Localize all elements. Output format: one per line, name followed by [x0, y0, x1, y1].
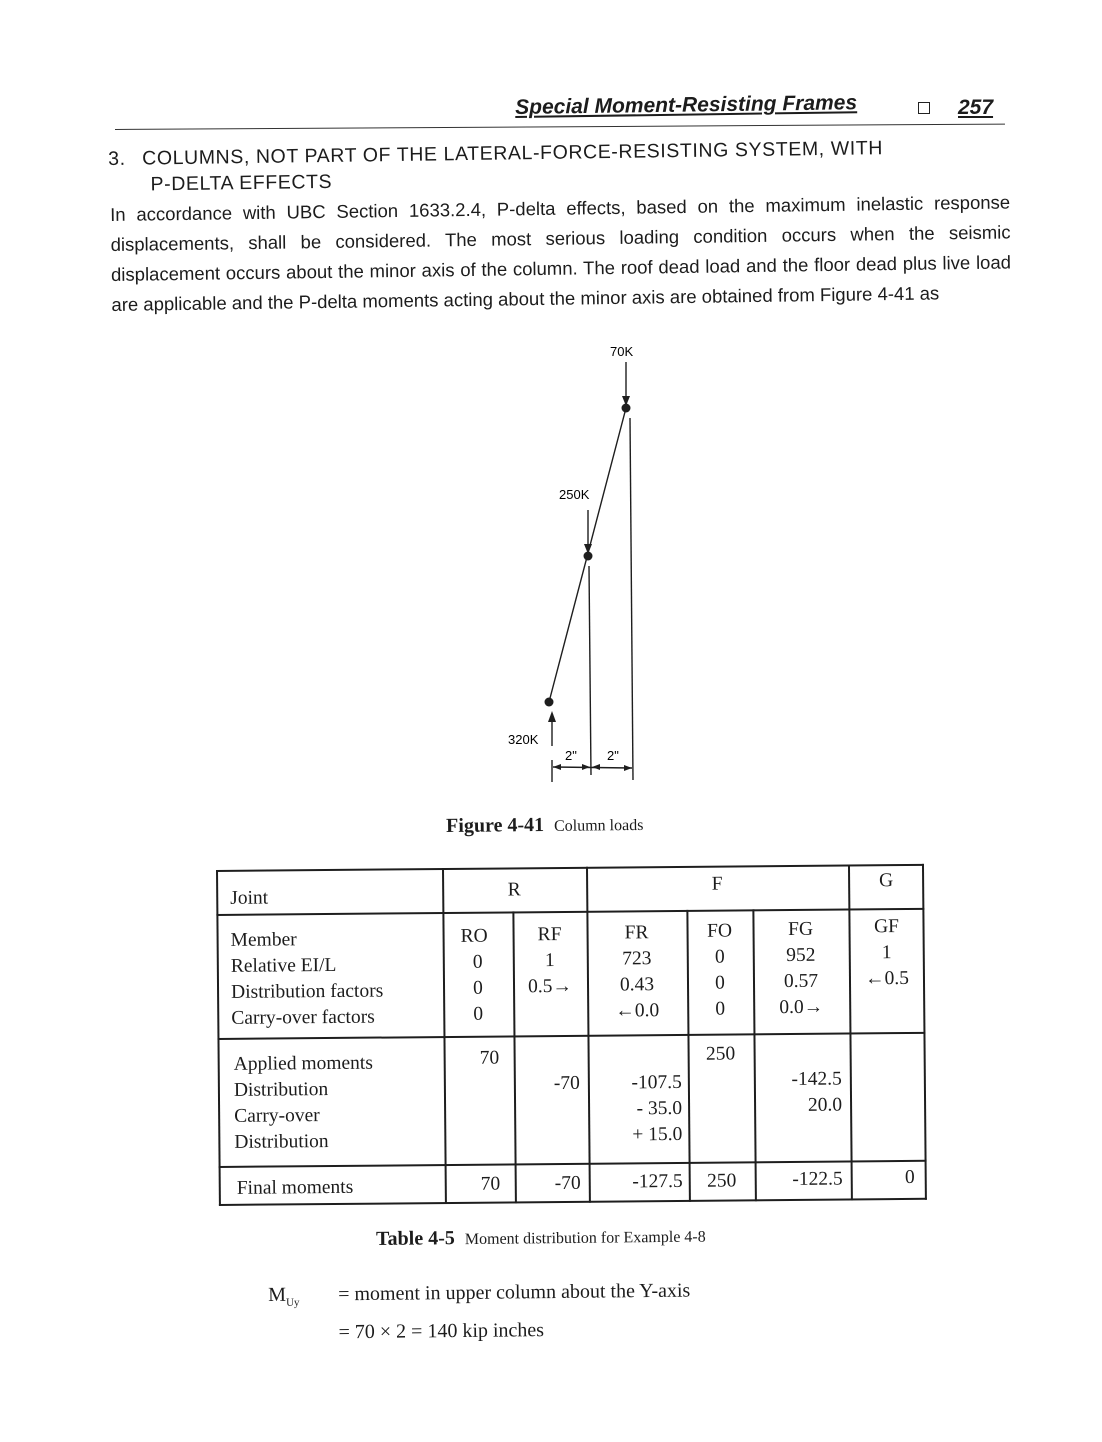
mid-reference-line — [589, 566, 591, 775]
fo-applied: 250 — [705, 1043, 736, 1065]
label-relative-ei: Relative EI/L — [230, 954, 337, 977]
label-distribution-1: Distribution — [233, 1079, 329, 1101]
fr-distribution-1: -107.5 — [631, 1071, 682, 1094]
table-rule-1 — [216, 908, 924, 916]
gf-ei: 1 — [881, 942, 892, 964]
mid-load-label: 250K — [559, 487, 590, 502]
formula-symbol-base: M — [268, 1283, 287, 1306]
label-final-moments: Final moments — [236, 1176, 354, 1199]
fg-distribution: -142.5 — [791, 1068, 842, 1090]
moment-distribution-table — [216, 864, 927, 1206]
ro-cof: 0 — [473, 1003, 484, 1025]
final-fg: -122.5 — [792, 1168, 843, 1190]
rf-member: RF — [537, 923, 562, 946]
ro-ei: 0 — [472, 951, 483, 973]
label-distribution-2: Distribution — [234, 1131, 329, 1153]
fr-distribution-2: + 15.0 — [632, 1123, 683, 1146]
dim-arrow-1 — [553, 764, 561, 770]
fo-ei: 0 — [714, 946, 725, 968]
base-arrowhead — [548, 711, 556, 722]
top-load-label: 70K — [610, 344, 634, 359]
formula-symbol-subscript: Uy — [285, 1296, 300, 1309]
page-number: 257 — [958, 96, 994, 119]
rf-df: 0.5→ — [528, 975, 573, 998]
ro-applied: 70 — [479, 1047, 500, 1069]
ro-member: RO — [460, 925, 488, 947]
base-reaction-label: 320K — [508, 732, 539, 747]
formula-line2: = 70 × 2 = 140 kip inches — [338, 1319, 545, 1344]
ro-df: 0 — [472, 977, 483, 999]
mid-joint-dot — [584, 552, 593, 561]
section-title-line1: COLUMNS, NOT PART OF THE LATERAL-FORCE-RESISTING SYSTEM, WITH — [142, 137, 884, 170]
rf-ei: 1 — [544, 950, 555, 972]
top-reference-line — [630, 418, 633, 780]
final-fr: -127.5 — [632, 1170, 683, 1193]
fg-member: FG — [787, 918, 814, 941]
joint-f: F — [711, 873, 723, 895]
label-carryover: Carry-over — [234, 1105, 320, 1127]
running-header-title: Special Moment-Resisting Frames — [515, 91, 858, 119]
dim-arrow-3 — [592, 764, 600, 770]
final-fo: 250 — [707, 1170, 737, 1192]
formula-line1: = moment in upper column about the Y-axis — [338, 1279, 691, 1306]
table-caption-text: Moment distribution for Example 4-8 — [464, 1228, 706, 1249]
fr-cof: ←0.0 — [615, 1000, 660, 1022]
final-gf: 0 — [904, 1166, 915, 1188]
gf-df: ←0.5 — [864, 967, 910, 990]
dimension-label-2: 2" — [607, 748, 619, 763]
rf-distribution: -70 — [553, 1072, 580, 1095]
figure-caption-text: Column loads — [553, 816, 644, 835]
label-distribution-factors: Distribution factors — [230, 980, 384, 1003]
label-applied-moments: Applied moments — [233, 1052, 373, 1075]
fr-df: 0.43 — [619, 974, 655, 996]
fo-df: 0 — [715, 972, 725, 994]
fg-df: 0.57 — [783, 970, 819, 993]
base-joint-dot — [545, 698, 554, 707]
dim-arrow-2 — [582, 764, 590, 770]
table-caption — [376, 1225, 706, 1251]
table-caption-number: Table 4-5 — [376, 1227, 455, 1250]
final-ro: 70 — [480, 1173, 501, 1195]
gf-member: GF — [873, 916, 900, 938]
label-member: Member — [230, 929, 297, 951]
figure-caption — [446, 813, 644, 838]
top-joint-dot — [622, 404, 631, 413]
fg-cof: 0.0→ — [779, 996, 824, 1019]
joint-label: Joint — [230, 887, 269, 909]
fr-member: FR — [624, 922, 649, 944]
label-carryover-factors: Carry-over factors — [231, 1006, 375, 1029]
joint-r: R — [507, 879, 521, 901]
table-rule-2 — [217, 1032, 925, 1040]
formula-symbol — [268, 1279, 338, 1318]
section-number: 3. — [108, 147, 126, 170]
joint-g: G — [878, 870, 894, 892]
figure-caption-number: Figure 4-41 — [446, 813, 545, 837]
formula-block — [268, 1276, 691, 1348]
fo-member: FO — [706, 920, 733, 942]
body-paragraph: In accordance with UBC Section 1633.2.4, P-delta effects, based on the maximum inelastic response displacements, shall be considered. The most serious loading condition occurs when the seismic displacement occurs about the minor axis of the column. The roof dead load and the floor dead plus live load are applicable and the P-delta moments acting about the minor axis are obtained from Figure 4-41 as — [110, 191, 1012, 315]
fr-ei: 723 — [622, 948, 652, 970]
dimension-label-1: 2" — [565, 748, 577, 763]
dim-arrow-4 — [624, 765, 632, 771]
fg-carryover: 20.0 — [807, 1094, 843, 1116]
fg-ei: 952 — [786, 944, 816, 967]
section-title-line2: P-DELTA EFFECTS — [150, 170, 333, 196]
fr-carryover: - 35.0 — [636, 1097, 683, 1120]
fo-cof: 0 — [715, 998, 726, 1020]
final-rf: -70 — [554, 1172, 581, 1195]
